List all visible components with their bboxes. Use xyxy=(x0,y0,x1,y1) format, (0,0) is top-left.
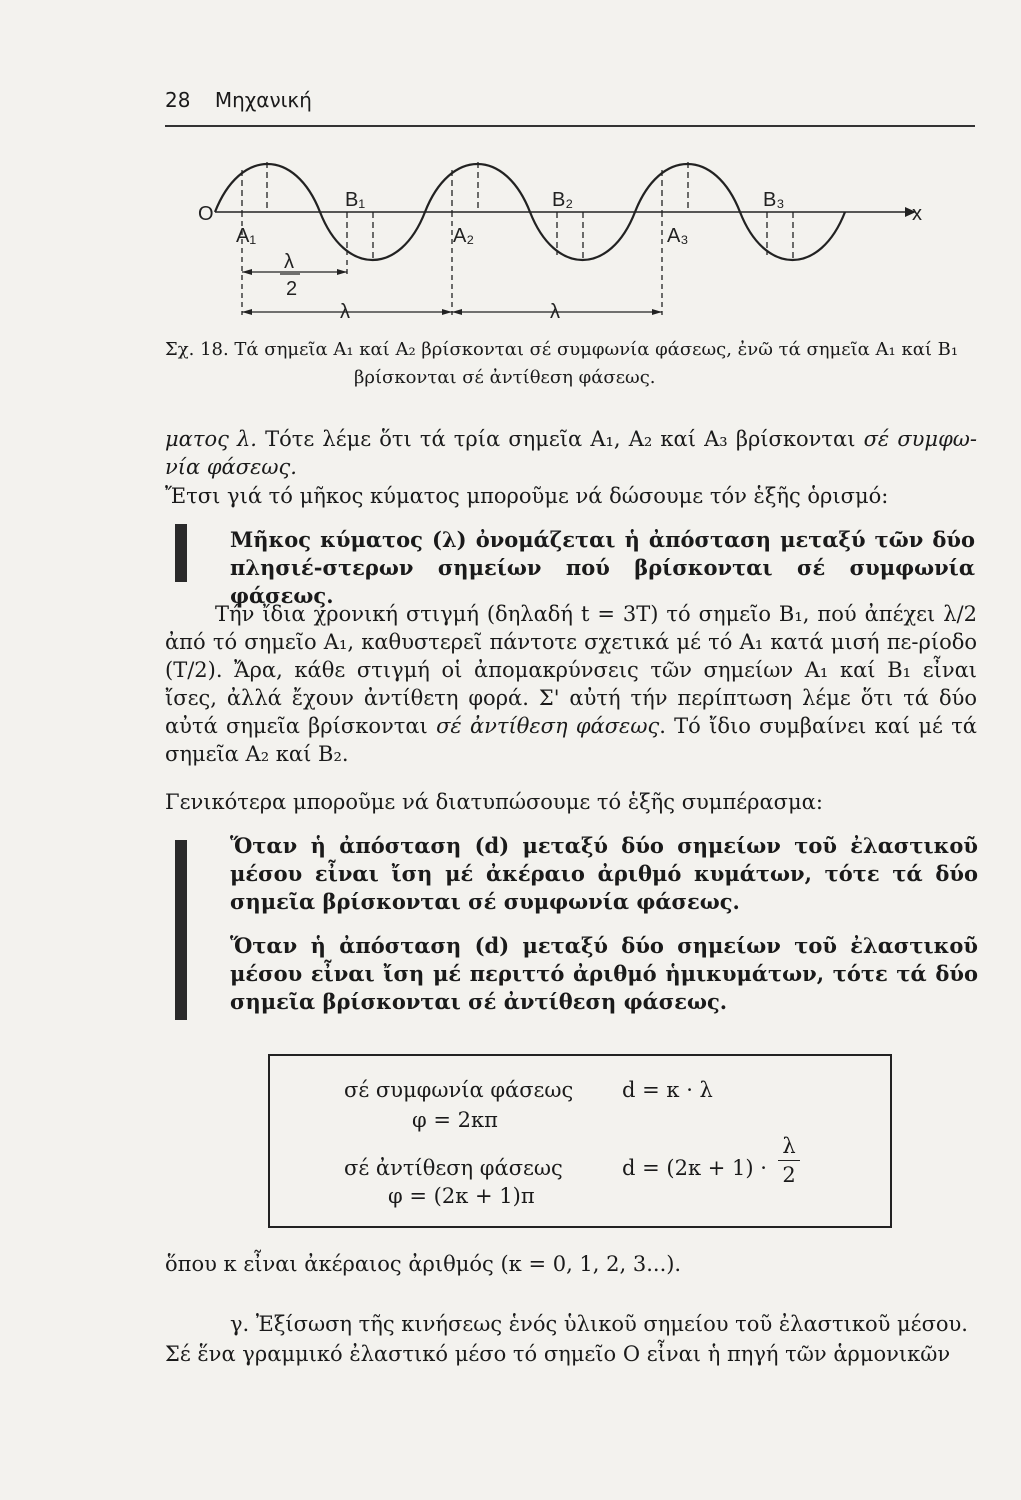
anti-phase-d: d = (2κ + 1) · xyxy=(622,1156,767,1180)
lambda-guides xyxy=(242,212,662,315)
para1-c: σέ συμφω-νία φάσεως. xyxy=(165,427,978,479)
label-a1: A₁ xyxy=(236,225,257,247)
page-number: 28 xyxy=(165,88,191,112)
label-b1: B₁ xyxy=(345,189,366,211)
origin-label: O xyxy=(198,203,214,225)
anti-phase-fraction xyxy=(778,1134,800,1187)
x-axis-label: x xyxy=(912,203,922,225)
caption-line-1: Σχ. 18. Τά σημεῖα A₁ καί A₂ βρίσκονται σέ συμφωνία φάσεως, ἐνῶ τά σημεῖα A₁ καί B₁ xyxy=(165,339,959,360)
lambda-label-2: λ xyxy=(550,301,560,323)
fraction-den: 2 xyxy=(782,1163,796,1187)
paragraph-3 xyxy=(165,600,977,768)
header-rule xyxy=(165,125,975,127)
para1-a: ματος λ. xyxy=(165,427,266,451)
rules-bar xyxy=(175,840,187,1020)
wave-figure xyxy=(160,150,940,330)
anti-phase-phi: φ = (2κ + 1)π xyxy=(388,1184,535,1208)
definition-bar xyxy=(175,524,187,582)
definition: Μῆκος κύματος (λ) ὀνομάζεται ἡ ἀπόσταση μεταξύ τῶν δύο πλησιέ-στερων σημείων πού βρίσκονται σέ συμφωνία φάσεως. xyxy=(230,527,975,608)
para3-b: σέ ἀντίθεση φάσεως xyxy=(436,714,660,738)
half-lambda-den: 2 xyxy=(286,278,298,300)
lambda-label-1: λ xyxy=(340,301,350,323)
rule-in-phase: Ὅταν ἡ ἀπόσταση (d) μεταξύ δύο σημείων τοῦ ἐλαστικοῦ μέσου εἶναι ἴση μέ ἀκέραιο ἀριθμό κυμάτων, τότε τά δύο σημεῖα βρίσκονται σέ συμφωνία φάσεως. xyxy=(230,833,978,914)
para3-a: Τήν ἴδια χρονική στιγμή (δηλαδή t = 3T) τό σημεῖο B₁, πού ἀπέχει λ/2 ἀπό τό σημεῖο A₁, καθυστερεῖ πάντοτε σχετικά μέ τό A₁ κατά μισή πε-ρίοδο (T/2). Ἄρα, κάθε στιγμή οἱ ἀπομακρύνσεις τῶν σημείων A₁ καί B₁ εἶναι ἴσες, ἀλλά ἔχουν ἀντίθετη φορά. Σ' αὐτή τήν περίπτωση λέμε ὅτι τά δύο αὐτά σημεῖα βρίσκονται xyxy=(165,602,977,738)
section-title: Μηχανική xyxy=(214,88,312,112)
formula-box xyxy=(268,1054,892,1228)
anti-phase-label: σέ ἀντίθεση φάσεως xyxy=(344,1156,563,1180)
half-lambda-num: λ xyxy=(284,251,294,273)
page-header xyxy=(165,88,312,112)
in-phase-phi: φ = 2κπ xyxy=(412,1108,498,1132)
fraction-num: λ xyxy=(782,1134,796,1158)
paragraph-4: Γενικότερα μποροῦμε νά διατυπώσουμε τό ἑξῆς συμπέρασμα: xyxy=(165,790,823,814)
para3-c: . Τό ἴδιο συμβαίνει καί μέ τά σημεῖα A₂ καί B₂. xyxy=(165,714,977,766)
in-phase-label: σέ συμφωνία φάσεως xyxy=(344,1078,574,1102)
paragraph-2: Ἔτσι γιά τό μῆκος κύματος μποροῦμε νά δώσουμε τόν ἑξῆς ὁρισμό: xyxy=(165,484,889,508)
figure-caption xyxy=(165,336,975,392)
para1-b: Τότε λέμε ὅτι τά τρία σημεῖα A₁, A₂ καί A₃ βρίσκονται xyxy=(265,427,864,451)
caption-line-2: βρίσκονται σέ ἀντίθεση φάσεως. xyxy=(354,367,656,388)
section-gamma-text: Σέ ἕνα γραμμικό ἐλαστικό μέσο τό σημεῖο O εἶναι ἡ πηγή τῶν ἁρμονικῶν xyxy=(165,1342,951,1366)
label-b2: B₂ xyxy=(552,189,574,211)
paragraph-1 xyxy=(165,425,977,481)
paragraph-5: ὅπου κ εἶναι ἀκέραιος ἀριθμός (κ = 0, 1, 2, 3...). xyxy=(165,1252,682,1276)
gamma-title: γ. Ἐξίσωση τῆς κινήσεως ἑνός ὑλικοῦ σημείου τοῦ ἐλαστικοῦ μέσου. xyxy=(230,1312,968,1336)
rule-anti-phase: Ὅταν ἡ ἀπόσταση (d) μεταξύ δύο σημείων τοῦ ἐλαστικοῦ μέσου εἶναι ἴση μέ περιττό ἀριθμό ἡμικυμάτων, τότε τά δύο σημεῖα βρίσκονται σέ ἀντίθεση φάσεως. xyxy=(230,933,978,1014)
section-gamma-title xyxy=(230,1310,978,1338)
in-phase-d: d = κ · λ xyxy=(622,1078,713,1102)
label-a3: A₃ xyxy=(667,225,689,247)
label-b3: B₃ xyxy=(763,189,785,211)
label-a2: A₂ xyxy=(453,225,475,247)
